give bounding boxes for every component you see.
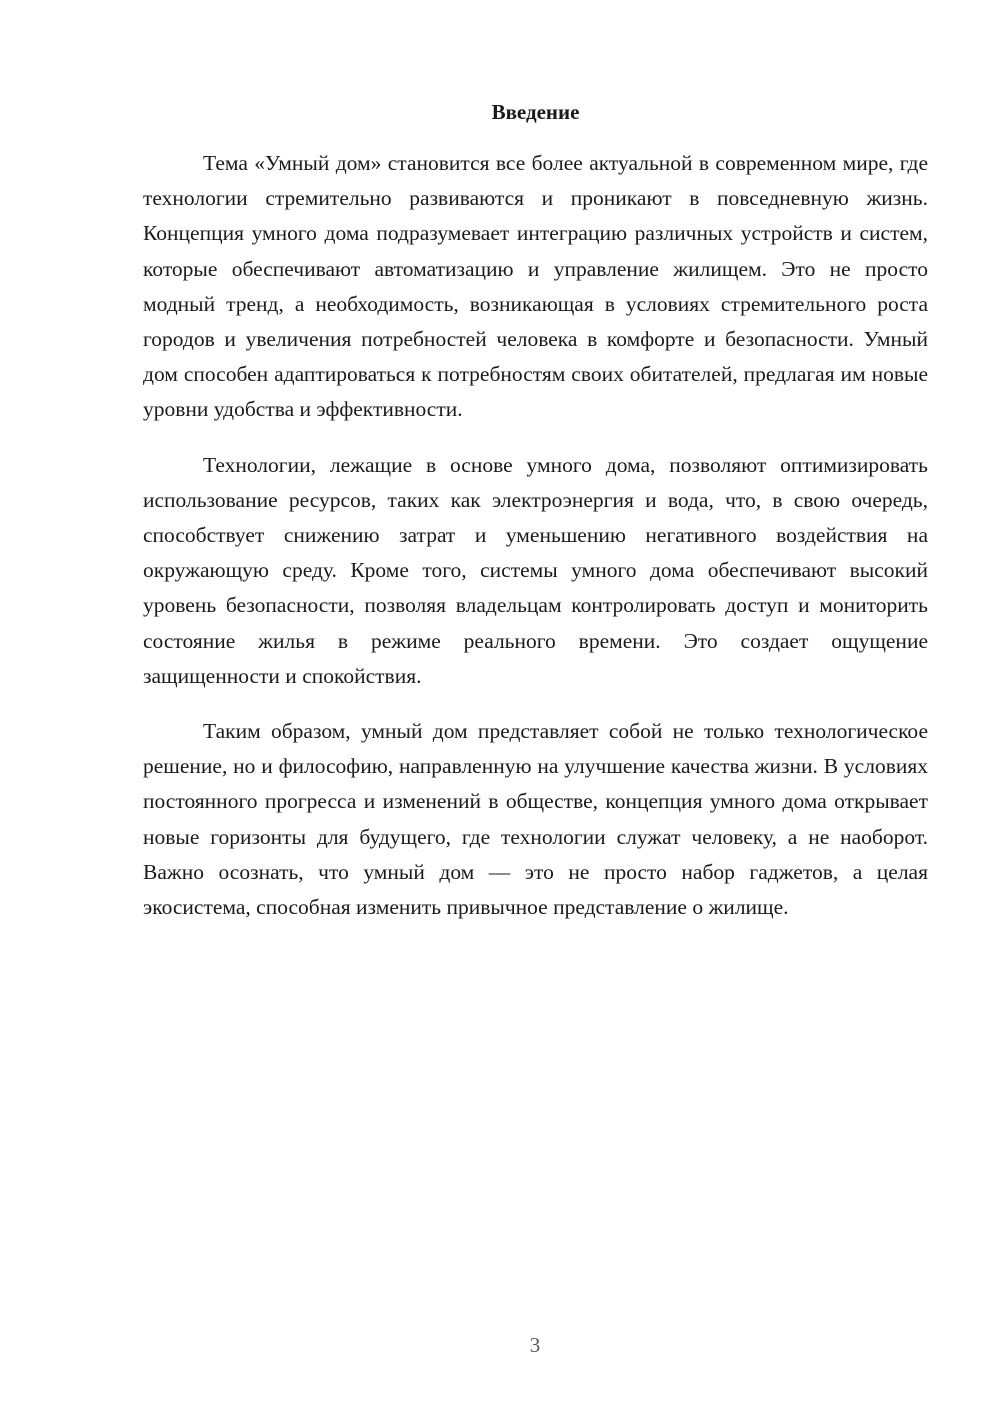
section-heading: Введение xyxy=(491,100,580,124)
page-content xyxy=(143,98,928,945)
paragraph-2: Технологии, лежащие в основе умного дома, позволяют оптимизировать использование ресурсов, таких как электроэнергия и вода, что, в свою очередь, способствует снижению затрат и уменьшению негативного воздействия на окружающую среду. Кроме того, системы умного дома обеспечивают высокий уровень безопасности, позволяя владельцам контролировать доступ и мониторить состояние жилья в режиме реального времени. Это создает ощущение защищенности и спокойствия. xyxy=(143,452,928,688)
paragraph-3: Таким образом, умный дом представляет собой не только технологическое решение, но и философию, направленную на улучшение качества жизни. В условиях постоянного прогресса и изменений в обществе, концепция умного дома открывает новые горизонты для будущего, где технологии служат человеку, а не наоборот. Важно осознать, что умный дом — это не просто набор гаджетов, а целая экосистема, способная изменить привычное представление о жилище. xyxy=(143,719,928,920)
page-number: 3 xyxy=(529,1333,541,1357)
paragraph-1: Тема «Умный дом» становится все более актуальной в современном мире, где технологии стремительно развиваются и проникают в повседневную жизнь. Концепция умного дома подразумевает интеграцию различных устройств и систем, которые обеспечивают автоматизацию и управление жилищем. Это не просто модный тренд, а необходимость, возникающая в условиях стремительного роста городов и увеличения потребностей человека в комфорте и безопасности. Умный дом способен адаптироваться к потребностям своих обитателей, предлагая им новые уровни удобства и эффективности. xyxy=(143,151,928,422)
